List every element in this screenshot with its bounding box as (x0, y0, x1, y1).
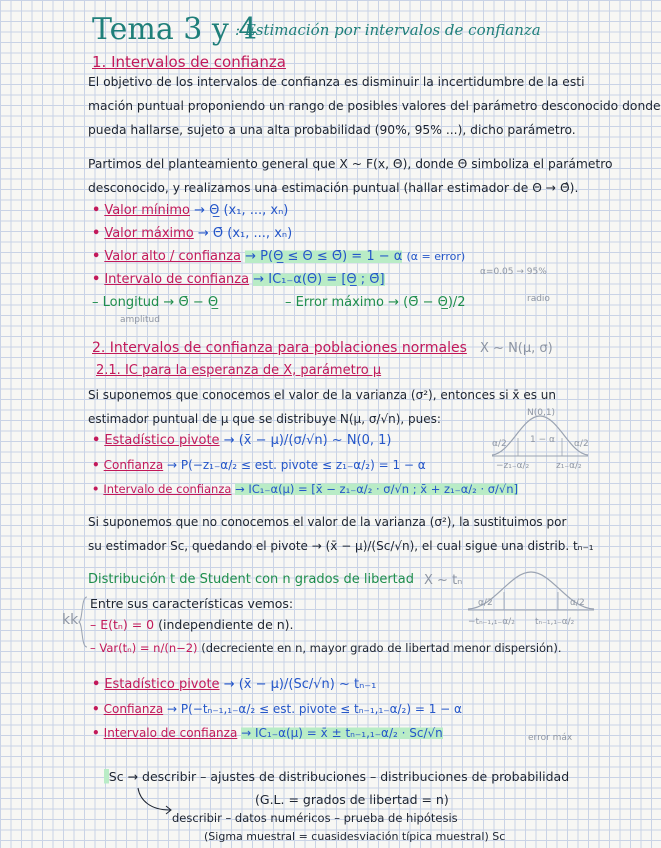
page-subtitle: : Estimación por intervalos de confianza (235, 21, 541, 39)
bullet-dot-icon: • (92, 226, 101, 241)
bullet-formula: → IC₁₋α(Θ) = [Θ̲ ; Θ̄] (253, 272, 385, 287)
char-varianza (90, 640, 561, 656)
graph-z-right: z₁₋α/₂ (556, 461, 582, 471)
bullet-label: Intervalo de confianza (103, 482, 232, 496)
bullet-label: Valor máximo (104, 226, 194, 241)
bullet-dot-icon: • (92, 203, 101, 218)
bullet-formula: → (x̄ − μ)/(Sc/√n) ~ tₙ₋₁ (223, 677, 377, 692)
bullet-formula: → IC₁₋α(μ) = x̄ ± tₙ₋₁,₁₋α/₂ · Sc/√n (241, 726, 443, 740)
paragraph-line: Si suponemos que conocemos el valor de la varianza (σ²), entonces si x̄ es un (88, 388, 556, 402)
paragraph-line: estimador puntual de μ que se distribuye N(μ, σ/√n), pues: (88, 412, 441, 426)
bullet-label: Intervalo de confianza (103, 726, 238, 740)
t-graph-left-area: α/2 (478, 598, 493, 608)
section-2-note: X ~ N(μ, σ) (480, 341, 553, 356)
cuasi-line: (Sigma muestral = cuasidesviación típica muestral) Sc (204, 830, 506, 843)
char-label: – Var(tₙ) = n/(n−2) (90, 641, 198, 655)
t-graph-right-area: α/2 (570, 598, 585, 608)
bullet-confianza (92, 249, 465, 265)
student-note: X ~ tₙ (424, 573, 463, 588)
student-heading: Distribución t de Student con n grados de libertad (88, 572, 414, 587)
bullet-dot-icon: • (92, 726, 100, 740)
bullet-label: Valor alto / confianza (104, 249, 242, 264)
graph-right-area: α/2 (574, 439, 589, 449)
bullet-intervalo-normal (92, 481, 518, 497)
char-note: (independiente de n). (158, 617, 294, 632)
error-maximo-line: – Error máximo → (Θ̄ − Θ̲)/2 (285, 295, 466, 310)
bullet-formula: → Θ̄ (x₁, ..., xₙ) (197, 226, 293, 241)
bullet-pivote-t (92, 677, 376, 693)
bullet-formula: → P(−tₙ₋₁,₁₋α/₂ ≤ est. pivote ≤ tₙ₋₁,₁₋α/₂) = 1 − α (167, 702, 462, 716)
bullet-dot-icon: • (92, 458, 100, 472)
characteristics-intro: Entre sus características vemos: (90, 596, 294, 611)
bullet-confianza-t (92, 701, 462, 717)
longitud-line: – Longitud → Θ̄ − Θ̲ (92, 295, 219, 310)
radio-note: radio (527, 294, 550, 304)
page-title: Tema 3 y 4 (92, 12, 258, 47)
bullet-label: Confianza (103, 702, 164, 716)
bullet-dot-icon: • (92, 433, 101, 448)
gl-line: (G.L. = grados de libertad = n) (255, 792, 449, 807)
amplitud-note: amplitud (120, 315, 160, 325)
paragraph-line: Si suponemos que no conocemos el valor de la varianza (σ²), la sustituimos por (88, 515, 567, 529)
bullet-formula: → P(−z₁₋α/₂ ≤ est. pivote ≤ z₁₋α/₂) = 1 − α (167, 458, 426, 472)
describir-line: describir – datos numéricos – prueba de hipótesis (172, 811, 458, 825)
paragraph-line: desconocido, y realizamos una estimación puntual (hallar estimador de Θ → Θ̂). (88, 181, 579, 195)
bullet-note: (α = error) (406, 250, 466, 263)
bullet-formula: → (x̄ − μ)/(σ/√n) ~ N(0, 1) (223, 433, 392, 448)
subsection-heading: 2.1. IC para la esperanza de X, parámetro μ (96, 363, 382, 378)
bullet-dot-icon: • (92, 677, 101, 692)
char-label: – E(tₙ) = 0 (90, 617, 155, 632)
paragraph-line: mación puntual proponiendo un rango de posibles valores del parámetro desconocido donde (88, 99, 661, 113)
section-1-heading: 1. Intervalos de confianza (92, 53, 286, 71)
bullet-pivote-normal (92, 433, 392, 449)
bullet-valor-maximo (92, 226, 292, 242)
bullet-label: Estadístico pivote (104, 433, 220, 448)
bullet-label: Intervalo de confianza (104, 272, 250, 287)
bullet-intervalo-t (92, 725, 443, 741)
char-esperanza (90, 617, 294, 633)
arrow-icon (136, 786, 176, 816)
graph-center-label: 1 − α (530, 435, 555, 445)
graph-n01-label: N(0,1) (527, 408, 556, 418)
bullet-intervalo (92, 272, 385, 288)
bullet-formula: → Θ̲ (x₁, ..., xₙ) (194, 203, 289, 218)
sc-text: Sc → describir – ajustes de distribuciones – distribuciones de probabilidad (108, 769, 570, 784)
bullet-label: Valor mínimo (104, 203, 190, 218)
t-graph-axis-left: −tₙ₋₁,₁₋α/₂ (468, 617, 515, 627)
sc-line (104, 768, 569, 785)
bullet-formula: → P(Θ̲ ≤ Θ ≤ Θ̄) = 1 − α (245, 249, 403, 264)
brace-icon (78, 596, 88, 648)
bullet-dot-icon: • (92, 482, 100, 496)
bullet-label: Confianza (103, 458, 164, 472)
margin-kk: kk (62, 612, 79, 628)
graph-z-left: −z₁₋α/₂ (496, 461, 530, 471)
paragraph-line: Partimos del planteamiento general que X ~ F(x, Θ), donde Θ simboliza el parámetro (88, 157, 613, 171)
section-2-heading: 2. Intervalos de confianza para poblaciones normales (92, 340, 467, 356)
bullet-confianza-normal (92, 457, 426, 473)
t-graph-axis-right: tₙ₋₁,₁₋α/₂ (535, 617, 575, 627)
graph-left-area: α/2 (492, 439, 507, 449)
bullet-valor-minimo (92, 203, 288, 219)
paragraph-line: su estimador Sc, quedando el pivote → (x̄ − μ)/(Sc/√n), el cual sigue una distrib. tₙ₋₁ (88, 539, 594, 553)
bullet-label: Estadístico pivote (104, 677, 220, 692)
char-note: (decreciente en n, mayor grado de libertad menor dispersión). (201, 641, 562, 655)
error-max-note: error máx (528, 733, 573, 743)
bullet-dot-icon: • (92, 272, 101, 287)
bullet-formula: → IC₁₋α(μ) = [x̄ − z₁₋α/₂ · σ/√n ; x̄ + z₁₋α/₂ · σ/√n] (235, 482, 519, 496)
bullet-dot-icon: • (92, 702, 100, 716)
side-note: α=0.05 → 95% (480, 267, 547, 277)
paragraph-line: El objetivo de los intervalos de confianza es disminuir la incertidumbre de la esti (88, 75, 585, 89)
bullet-dot-icon: • (92, 249, 101, 264)
paragraph-line: pueda hallarse, sujeto a una alta probabilidad (90%, 95% ...), dicho parámetro. (88, 123, 576, 137)
